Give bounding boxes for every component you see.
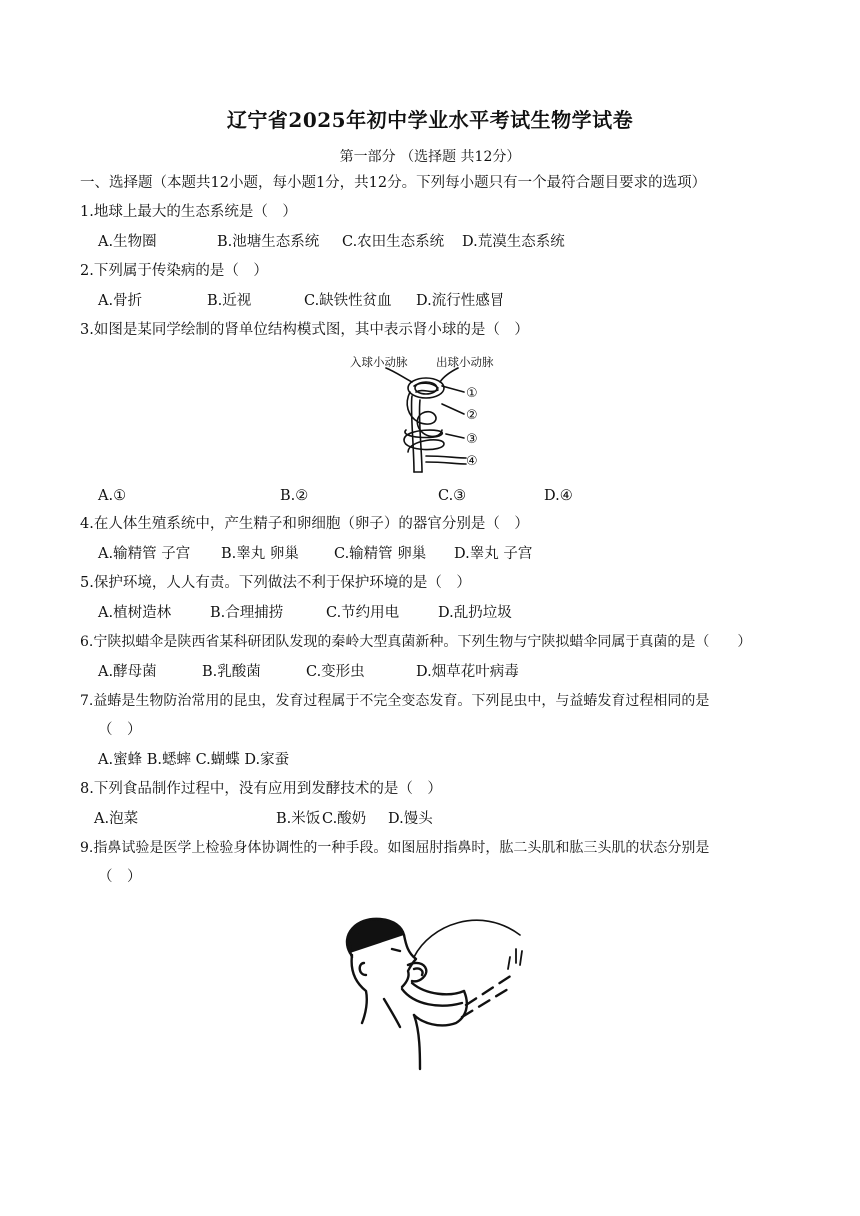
marker-4: ④: [466, 454, 478, 469]
q4-option-d: D.睾丸 子宫: [454, 546, 533, 562]
q5-option-b: B.合理捕捞: [210, 605, 284, 621]
q8-option-c: C.酸奶: [322, 811, 367, 827]
q8-option-a: A.泡菜: [94, 811, 139, 827]
part-heading: 第一部分 （选择题 共12分）: [339, 149, 521, 165]
label-afferent-arteriole: 入球小动脉: [350, 355, 408, 369]
q2-option-d: D.流行性感冒: [416, 293, 505, 309]
question-1-stem: 1.地球上最大的生态系统是（ ）: [80, 204, 297, 220]
marker-1: ①: [466, 386, 478, 401]
question-2-stem: 2.下列属于传染病的是（ ）: [80, 263, 268, 279]
question-7-stem: 7.益蝽是生物防治常用的昆虫，发育过程属于不完全变态发育。下列昆虫中，与益蝽发育过程相同的是: [80, 693, 710, 709]
q2-option-c: C.缺铁性贫血: [304, 293, 392, 309]
q5-option-a: A.植树造林: [98, 605, 172, 621]
q1-option-d: D.荒漠生态系统: [462, 234, 565, 250]
q1-option-b: B.池塘生态系统: [217, 234, 320, 250]
marker-3: ③: [466, 432, 478, 447]
question-9-blank: （ ）: [98, 869, 142, 885]
marker-2: ②: [466, 408, 478, 423]
q8-option-b: B.米饭: [276, 811, 321, 827]
q5-option-c: C.节约用电: [326, 605, 400, 621]
q6-option-b: B.乳酸菌: [202, 664, 261, 680]
q1-option-a: A.生物圈: [98, 234, 157, 250]
q6-option-d: D.烟草花叶病毒: [416, 664, 519, 680]
finger-nose-drawing: [330, 905, 540, 1075]
q6-option-c: C.变形虫: [306, 664, 365, 680]
question-8-stem: 8.下列食品制作过程中，没有应用到发酵技术的是（ ）: [80, 781, 442, 797]
q3-option-c: C.③: [438, 488, 467, 504]
question-9-stem: 9.指鼻试验是医学上检验身体协调性的一种手段。如图屈肘指鼻时，肱二头肌和肱三头肌的状态分别是: [80, 840, 710, 856]
section-header: 一、选择题（本题共12小题，每小题1分，共12分。下列每小题只有一个最符合题目要求的选项）: [80, 175, 707, 191]
q6-option-a: A.酵母菌: [98, 664, 157, 680]
nephron-drawing: [348, 348, 518, 480]
q8-option-d: D.馒头: [388, 811, 433, 827]
question-7-blank: （ ）: [98, 722, 142, 738]
question-5-stem: 5.保护环境，人人有责。下列做法不利于保护环境的是（ ）: [80, 575, 471, 591]
q3-option-b: B.②: [280, 488, 309, 504]
q2-option-b: B.近视: [207, 293, 252, 309]
q1-option-c: C.农田生态系统: [342, 234, 445, 250]
question-3-stem: 3.如图是某同学绘制的肾单位结构模式图，其中表示肾小球的是（ ）: [80, 322, 529, 338]
page-title: 辽宁省2025年初中学业水平考试生物学试卷: [226, 108, 634, 132]
q3-option-d: D.④: [544, 488, 573, 504]
q3-option-a: A.①: [98, 488, 127, 504]
label-efferent-arteriole: 出球小动脉: [436, 355, 494, 369]
q7-options: A.蜜蜂 B.蟋蟀 C.蝴蝶 D.家蚕: [98, 752, 290, 768]
q4-option-c: C.输精管 卵巢: [334, 546, 427, 562]
question-4-stem: 4.在人体生殖系统中，产生精子和卵细胞（卵子）的器官分别是（ ）: [80, 516, 529, 532]
q5-option-d: D.乱扔垃圾: [438, 605, 512, 621]
q4-option-b: B.睾丸 卵巢: [221, 546, 299, 562]
q2-option-a: A.骨折: [98, 293, 143, 309]
nephron-diagram: [348, 348, 518, 480]
q4-option-a: A.输精管 子宫: [98, 546, 191, 562]
finger-nose-test-figure: [330, 905, 540, 1075]
question-6-stem: 6.宁陕拟蜡伞是陕西省某科研团队发现的秦岭大型真菌新种。下列生物与宁陕拟蜡伞同属于真菌的是（ ）: [80, 634, 752, 650]
